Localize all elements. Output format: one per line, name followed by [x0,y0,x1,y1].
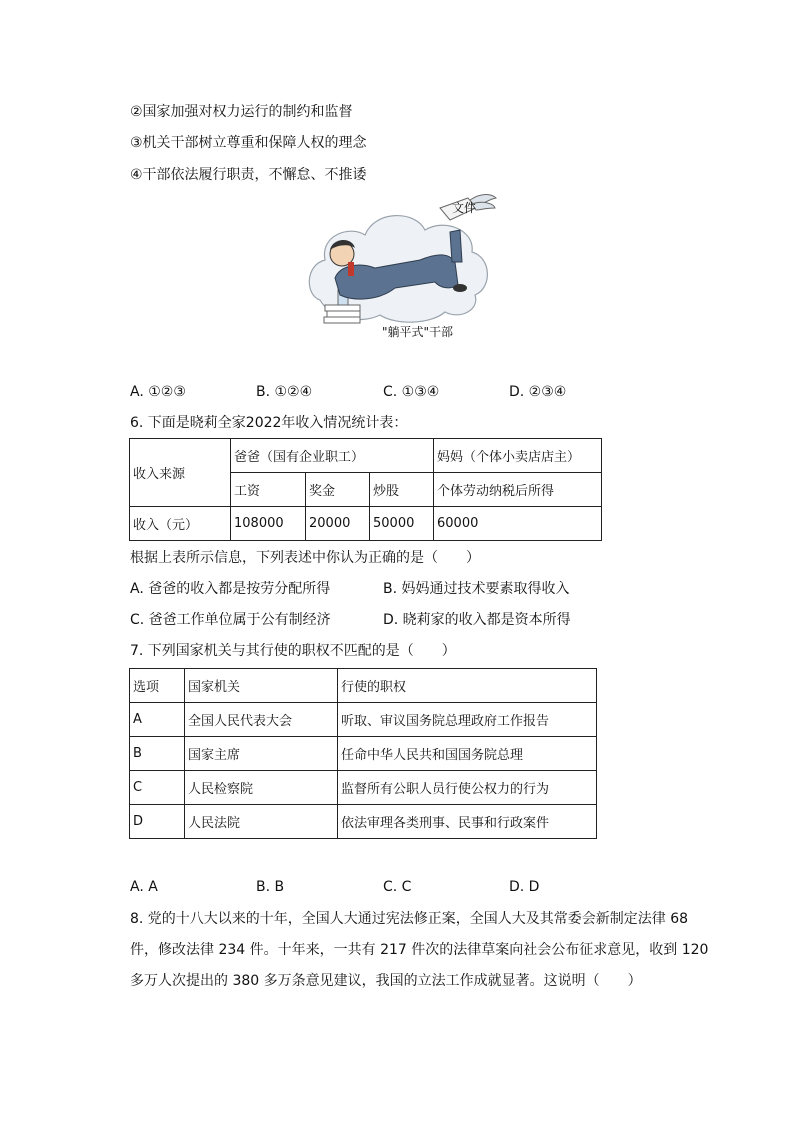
q6-option-a[interactable]: A. 爸爸的收入都是按劳分配所得 [130,581,331,597]
value-cell: 60000 [434,507,602,541]
subheader-cell: 工资 [231,473,306,507]
option-cell: B [130,737,185,771]
statement-3: ③机关干部树立尊重和保障人权的理念 [130,135,367,151]
power-cell: 任命中华人民共和国国务院总理 [338,737,597,771]
q7-stem: 7. 下列国家机关与其行使的职权不匹配的是（ ） [130,643,456,659]
q6-option-d[interactable]: D. 晓莉家的收入都是资本所得 [383,612,571,628]
organ-cell: 国家主席 [185,737,338,771]
subheader-cell: 个体劳动纳税后所得 [434,473,602,507]
option-cell: D [130,805,185,839]
power-cell: 监督所有公职人员行使公权力的行为 [338,771,597,805]
q8-line-2: 件，修改法律 234 件。十年来，一共有 217 件次的法律草案向社会公布征求意见，收到 120 [130,942,709,958]
cartoon-illustration [300,190,500,348]
table-row [130,669,597,703]
option-cell: C [130,771,185,805]
organ-cell: 人民法院 [185,805,338,839]
statement-4: ④干部依法履行职责，不懈怠、不推诿 [130,167,367,183]
option-cell: A [130,703,185,737]
income-label-cell: 收入（元） [130,507,231,541]
organ-cell: 人民检察院 [185,771,338,805]
power-cell: 听取、审议国务院总理政府工作报告 [338,703,597,737]
q6-question: 根据上表所示信息，下列表述中你认为正确的是（ ） [130,550,480,566]
q7-option-a[interactable]: A. A [130,879,158,895]
power-cell: 依法审理各类刑事、民事和行政案件 [338,805,597,839]
value-cell: 50000 [370,507,434,541]
value-cell: 20000 [306,507,370,541]
q7-option-b[interactable]: B. B [256,879,285,895]
q5-option-a[interactable]: A. ①②③ [130,384,186,400]
table-row [130,507,602,541]
mom-header-cell: 妈妈（个体小卖店店主） [434,439,602,473]
source-label-cell: 收入来源 [130,439,231,507]
table-row [130,771,597,805]
q8-line-3: 多万人次提出的 380 多万条意见建议，我国的立法工作成就显著。这说明（ ） [130,973,642,989]
organ-cell: 全国人民代表大会 [185,703,338,737]
q5-option-b[interactable]: B. ①②④ [256,384,313,400]
dad-header-cell: 爸爸（国有企业职工） [231,439,434,473]
value-cell: 108000 [231,507,306,541]
q5-option-c[interactable]: C. ①③④ [383,384,440,400]
organ-powers-table [129,668,597,839]
header-cell: 国家机关 [185,669,338,703]
q6-option-b[interactable]: B. 妈妈通过技术要素取得收入 [383,581,570,597]
q7-option-d[interactable]: D. D [509,879,540,895]
header-cell: 行使的职权 [338,669,597,703]
statement-2: ②国家加强对权力运行的制约和监督 [130,104,353,120]
q7-option-c[interactable]: C. C [383,879,412,895]
table-row [130,703,597,737]
q6-option-c[interactable]: C. 爸爸工作单位属于公有制经济 [130,612,331,628]
income-table [129,438,602,541]
table-row [130,805,597,839]
header-cell: 选项 [130,669,185,703]
lying-flat-cadre-cartoon [300,190,500,348]
cartoon-caption: "躺平式"干部 [382,325,454,339]
table-row [130,439,602,473]
subheader-cell: 奖金 [306,473,370,507]
q5-option-d[interactable]: D. ②③④ [509,384,567,400]
q6-stem: 6. 下面是晓莉全家2022年收入情况统计表： [130,415,408,431]
table-row [130,737,597,771]
subheader-cell: 炒股 [370,473,434,507]
file-label: 文件 [452,201,477,215]
q8-line-1: 8. 党的十八大以来的十年，全国人大通过宪法修正案，全国人大及其常委会新制定法律 68 [130,911,689,927]
